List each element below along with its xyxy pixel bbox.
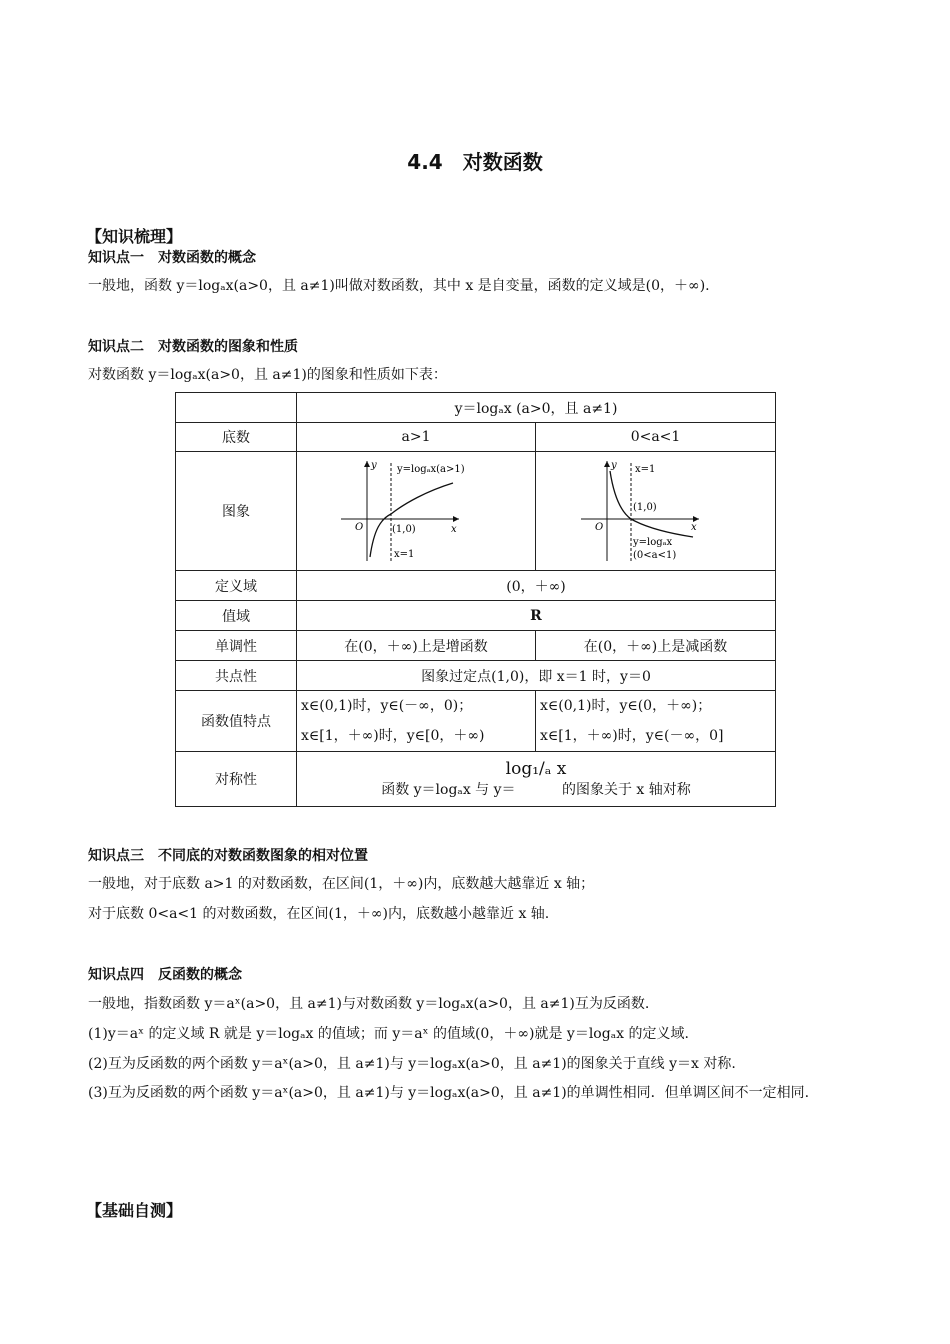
fv-lt1-b: x∈[1，＋∞)时，y∈(－∞，0] xyxy=(540,728,724,744)
range-label: 值域 xyxy=(176,601,297,631)
kp2-heading: 知识点二 对数函数的图象和性质 xyxy=(88,339,298,355)
section-knowledge-heading: 【知识梳理】 xyxy=(86,227,183,246)
base-lt1: 0<a<1 xyxy=(536,423,776,452)
sym-value xyxy=(297,752,776,807)
graph-lt1-origin: O xyxy=(594,522,603,533)
table-header: y＝logₐx (a>0，且 a≠1) xyxy=(297,393,776,423)
graph-label: 图象 xyxy=(176,452,297,571)
graph-gt1-curve-label: y=logₐx(a>1) xyxy=(397,464,465,475)
mono-gt1: 在(0，＋∞)上是增函数 xyxy=(297,631,536,661)
kp4-line4: (3)互为反函数的两个函数 y＝aˣ(a>0，且 a≠1)与 y＝logₐx(a>0，且 a≠1)的单调性相同．但单调区间不一定相同. xyxy=(88,1085,810,1101)
mono-label: 单调性 xyxy=(176,631,297,661)
graph-lt1-curve-label: y=logₐx xyxy=(632,537,672,548)
domain-value: (0，＋∞) xyxy=(297,571,776,601)
kp3-line1: 一般地，对于底数 a>1 的对数函数，在区间(1，＋∞)内，底数越大越靠近 x 轴； xyxy=(88,876,595,892)
kp4-line3: (2)互为反函数的两个函数 y＝aˣ(a>0，且 a≠1)与 y＝logₐx(a>0，且 a≠1)的图象关于直线 y＝x 对称. xyxy=(88,1056,736,1072)
graph-gt1 xyxy=(341,457,491,565)
range-value: R xyxy=(297,601,776,631)
graph-gt1-axis-x: x xyxy=(451,524,457,535)
sym-top: log₁/ₐ x xyxy=(505,759,567,779)
graph-gt1-asymptote: x=1 xyxy=(394,549,415,560)
properties-table xyxy=(175,392,776,807)
fv-gt1-b: x∈[1，＋∞)时，y∈[0，＋∞) xyxy=(301,728,485,744)
page-title: 4.4 对数函数 xyxy=(407,150,543,174)
fv-gt1 xyxy=(297,691,536,752)
kp4-line1: 一般地，指数函数 y＝aˣ(a>0，且 a≠1)与对数函数 y＝logₐx(a>0，且 a≠1)互为反函数. xyxy=(88,996,650,1012)
graph-lt1-curve-cond: (0<a<1) xyxy=(632,550,676,561)
common-value: 图象过定点(1,0)，即 x＝1 时，y＝0 xyxy=(297,661,776,691)
fv-lt1 xyxy=(536,691,776,752)
base-label: 底数 xyxy=(176,423,297,452)
kp3-line2: 对于底数 0<a<1 的对数函数，在区间(1，＋∞)内，底数越小越靠近 x 轴. xyxy=(88,906,550,922)
fv-lt1-a: x∈(0,1)时，y∈(0，＋∞)； xyxy=(540,698,712,714)
fv-label: 函数值特点 xyxy=(176,691,297,752)
graph-gt1-origin: O xyxy=(355,522,364,533)
sym-text: 函数 y＝logₐx 与 y＝ 的图象关于 x 轴对称 xyxy=(381,782,691,798)
kp1-text: 一般地，函数 y＝logₐx(a>0，且 a≠1)叫做对数函数，其中 x 是自变量，函数的定义域是(0，＋∞). xyxy=(88,278,710,294)
fv-gt1-a: x∈(0,1)时，y∈(－∞，0)； xyxy=(301,698,473,714)
graph-lt1-asymptote: x=1 xyxy=(634,464,655,475)
graph-lt1 xyxy=(581,457,731,565)
graph-cell-gt1 xyxy=(297,452,536,571)
mono-lt1: 在(0，＋∞)上是减函数 xyxy=(536,631,776,661)
graph-cell-lt1 xyxy=(536,452,776,571)
common-label: 共点性 xyxy=(176,661,297,691)
graph-lt1-point: (1,0) xyxy=(632,502,657,513)
sym-label: 对称性 xyxy=(176,752,297,807)
domain-label: 定义域 xyxy=(176,571,297,601)
kp4-line2: (1)y＝aˣ 的定义域 R 就是 y＝logₐx 的值域；而 y＝aˣ 的值域(0，＋∞)就是 y＝logₐx 的定义域. xyxy=(88,1026,689,1042)
kp4-heading: 知识点四 反函数的概念 xyxy=(88,967,242,983)
base-gt1: a>1 xyxy=(297,423,536,452)
graph-gt1-point: (1,0) xyxy=(392,524,416,535)
kp2-intro: 对数函数 y＝logₐx(a>0，且 a≠1)的图象和性质如下表： xyxy=(88,367,447,383)
graph-lt1-axis-x: x xyxy=(690,522,697,533)
kp1-heading: 知识点一 对数函数的概念 xyxy=(88,250,256,266)
table-corner xyxy=(176,393,297,423)
section-test-heading: 【基础自测】 xyxy=(86,1201,183,1220)
graph-lt1-axis-y: y xyxy=(610,460,617,471)
kp3-heading: 知识点三 不同底的对数函数图象的相对位置 xyxy=(88,848,368,864)
graph-gt1-axis-y: y xyxy=(371,460,377,471)
